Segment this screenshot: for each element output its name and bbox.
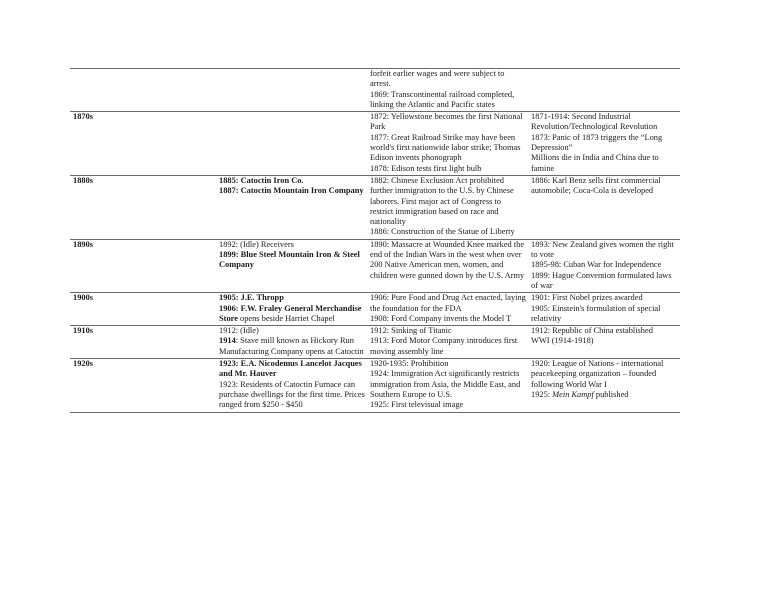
world-event: 1901: First Nobel prizes awarded	[531, 293, 643, 303]
national-event: 1890: Massacre at Wounded Knee marked the end of the Indian Wars in the west when over 200 Native American men, women, and children were gunned down by the U.S. Army	[370, 239, 525, 280]
world-cell	[528, 175, 680, 239]
world-event: 1899: Hague Convention formulated laws of war	[531, 270, 672, 290]
decade-cell: 1910s	[70, 326, 216, 359]
table-row	[70, 69, 680, 112]
national-event: 1912: Sinking of Titanic	[370, 326, 452, 336]
world-cell	[528, 112, 680, 176]
local-event-text: opens beside Harriet Chapel	[237, 313, 335, 323]
national-event: 1920-1935: Prohibition	[370, 359, 449, 369]
world-cell	[528, 69, 680, 112]
local-event	[219, 336, 365, 357]
national-event: 1906: Pure Food and Drug Act enacted, laying the foundation for the FDA	[370, 293, 526, 313]
national-event: 1878: Edison tests first light bulb	[370, 163, 482, 173]
table-row	[70, 112, 680, 176]
national-event: 1908: Ford Company invents the Model T	[370, 313, 512, 323]
local-cell	[216, 359, 367, 412]
national-cell	[367, 239, 528, 292]
national-event: 1872: Yellowstone becomes the first National Park	[370, 112, 523, 132]
national-cell	[367, 293, 528, 326]
book-title: Mein Kampf	[552, 389, 594, 399]
table-row	[70, 239, 680, 292]
national-cell	[367, 69, 528, 112]
world-event: 1893: New Zealand gives women the right to vote	[531, 239, 674, 260]
world-event-text: published	[593, 389, 629, 399]
table-row	[70, 359, 680, 412]
world-event: 1895-98: Cuban War for Independence	[531, 260, 662, 270]
national-event: 1924: Immigration Act significantly restricts immigration from Asia, the Middle East, and Southern Europe to U.S.	[370, 369, 521, 399]
world-cell	[528, 359, 680, 412]
world-cell	[528, 326, 680, 359]
local-cell	[216, 175, 367, 239]
national-event: forfeit earlier wages and were subject to arrest.	[370, 69, 505, 89]
world-event: 1905: Einstein's formulation of special relativity	[531, 303, 661, 323]
local-event: 1887: Catoctin Mountain Iron Company	[219, 186, 364, 196]
national-event: 1925: First televisual image	[370, 400, 464, 410]
local-event: 1892: (Idle) Receivers	[219, 239, 294, 249]
decade-cell	[70, 69, 216, 112]
national-cell	[367, 359, 528, 412]
national-cell	[367, 112, 528, 176]
decade-cell: 1880s	[70, 175, 216, 239]
world-event: Millions die in India and China due to famine	[531, 153, 659, 173]
local-event-bold: 1906: F.W. Fraley General Merchandise Store	[219, 303, 362, 323]
decade-cell: 1920s	[70, 359, 216, 412]
local-cell	[216, 239, 367, 292]
world-event: 1920: League of Nations - international peacekeeping organization – founded following World War I	[531, 359, 664, 389]
national-cell	[367, 175, 528, 239]
world-event-text: 1925:	[531, 389, 553, 399]
local-event: 1923: E.A. Nicodemus Lancelot Jacques and Mr. Hauver	[219, 359, 362, 379]
local-event-bold: 1914	[219, 336, 236, 346]
local-event-text: : Stave mill known as Hickory Run Manufacturing Company opens at Catoctin	[219, 336, 364, 356]
local-event	[219, 304, 365, 325]
local-cell	[216, 69, 367, 112]
world-event: 1871-1914: Second Industrial Revolution/Technological Revolution	[531, 112, 658, 132]
decade-cell: 1890s	[70, 239, 216, 292]
national-event: 1886: Construction of the Statue of Liberty	[370, 227, 515, 237]
world-event: 1873: Panic of 1873 triggers the “Long Depression”	[531, 132, 663, 153]
table-row	[70, 175, 680, 239]
world-cell	[528, 293, 680, 326]
world-cell	[528, 239, 680, 292]
local-event: 1923: Residents of Catoctin Furnace can purchase dwellings for the first time. Prices ranged from $250 - $450	[219, 379, 365, 410]
national-event: 1882: Chinese Exclusion Act prohibited further immigration to the U.S. by Chinese laborers. First major act of Congress to restrict immigration based on race and nationality	[370, 175, 514, 227]
world-event: 1886: Karl Benz sells first commercial automobile; Coca-Cola is developed	[531, 175, 661, 196]
national-cell	[367, 326, 528, 359]
national-event: 1913: Ford Motor Company introduces first moving assembly line	[370, 336, 518, 356]
decade-cell: 1870s	[70, 112, 216, 176]
table-row	[70, 293, 680, 326]
local-event: 1885: Catoctin Iron Co.	[219, 175, 304, 185]
local-event: 1899: Blue Steel Mountain Iron & Steel Company	[219, 250, 360, 270]
decade-cell: 1900s	[70, 293, 216, 326]
national-event: 1869: Transcontinental railroad completed, linking the Atlantic and Pacific states	[370, 89, 515, 109]
national-event: 1877: Great Railroad Strike may have been world's first nationwide labor strike; Thomas Edison invents phonograph	[370, 132, 521, 163]
local-cell	[216, 112, 367, 176]
table-row	[70, 326, 680, 359]
world-event	[531, 390, 678, 400]
local-cell	[216, 326, 367, 359]
local-event: 1912: (Idle)	[219, 326, 259, 336]
world-event: WWI (1914-1918)	[531, 336, 594, 346]
local-event: 1905: J.E. Thropp	[219, 293, 284, 303]
local-cell	[216, 293, 367, 326]
world-event: 1912: Republic of China established	[531, 326, 653, 336]
timeline-table	[70, 68, 680, 413]
